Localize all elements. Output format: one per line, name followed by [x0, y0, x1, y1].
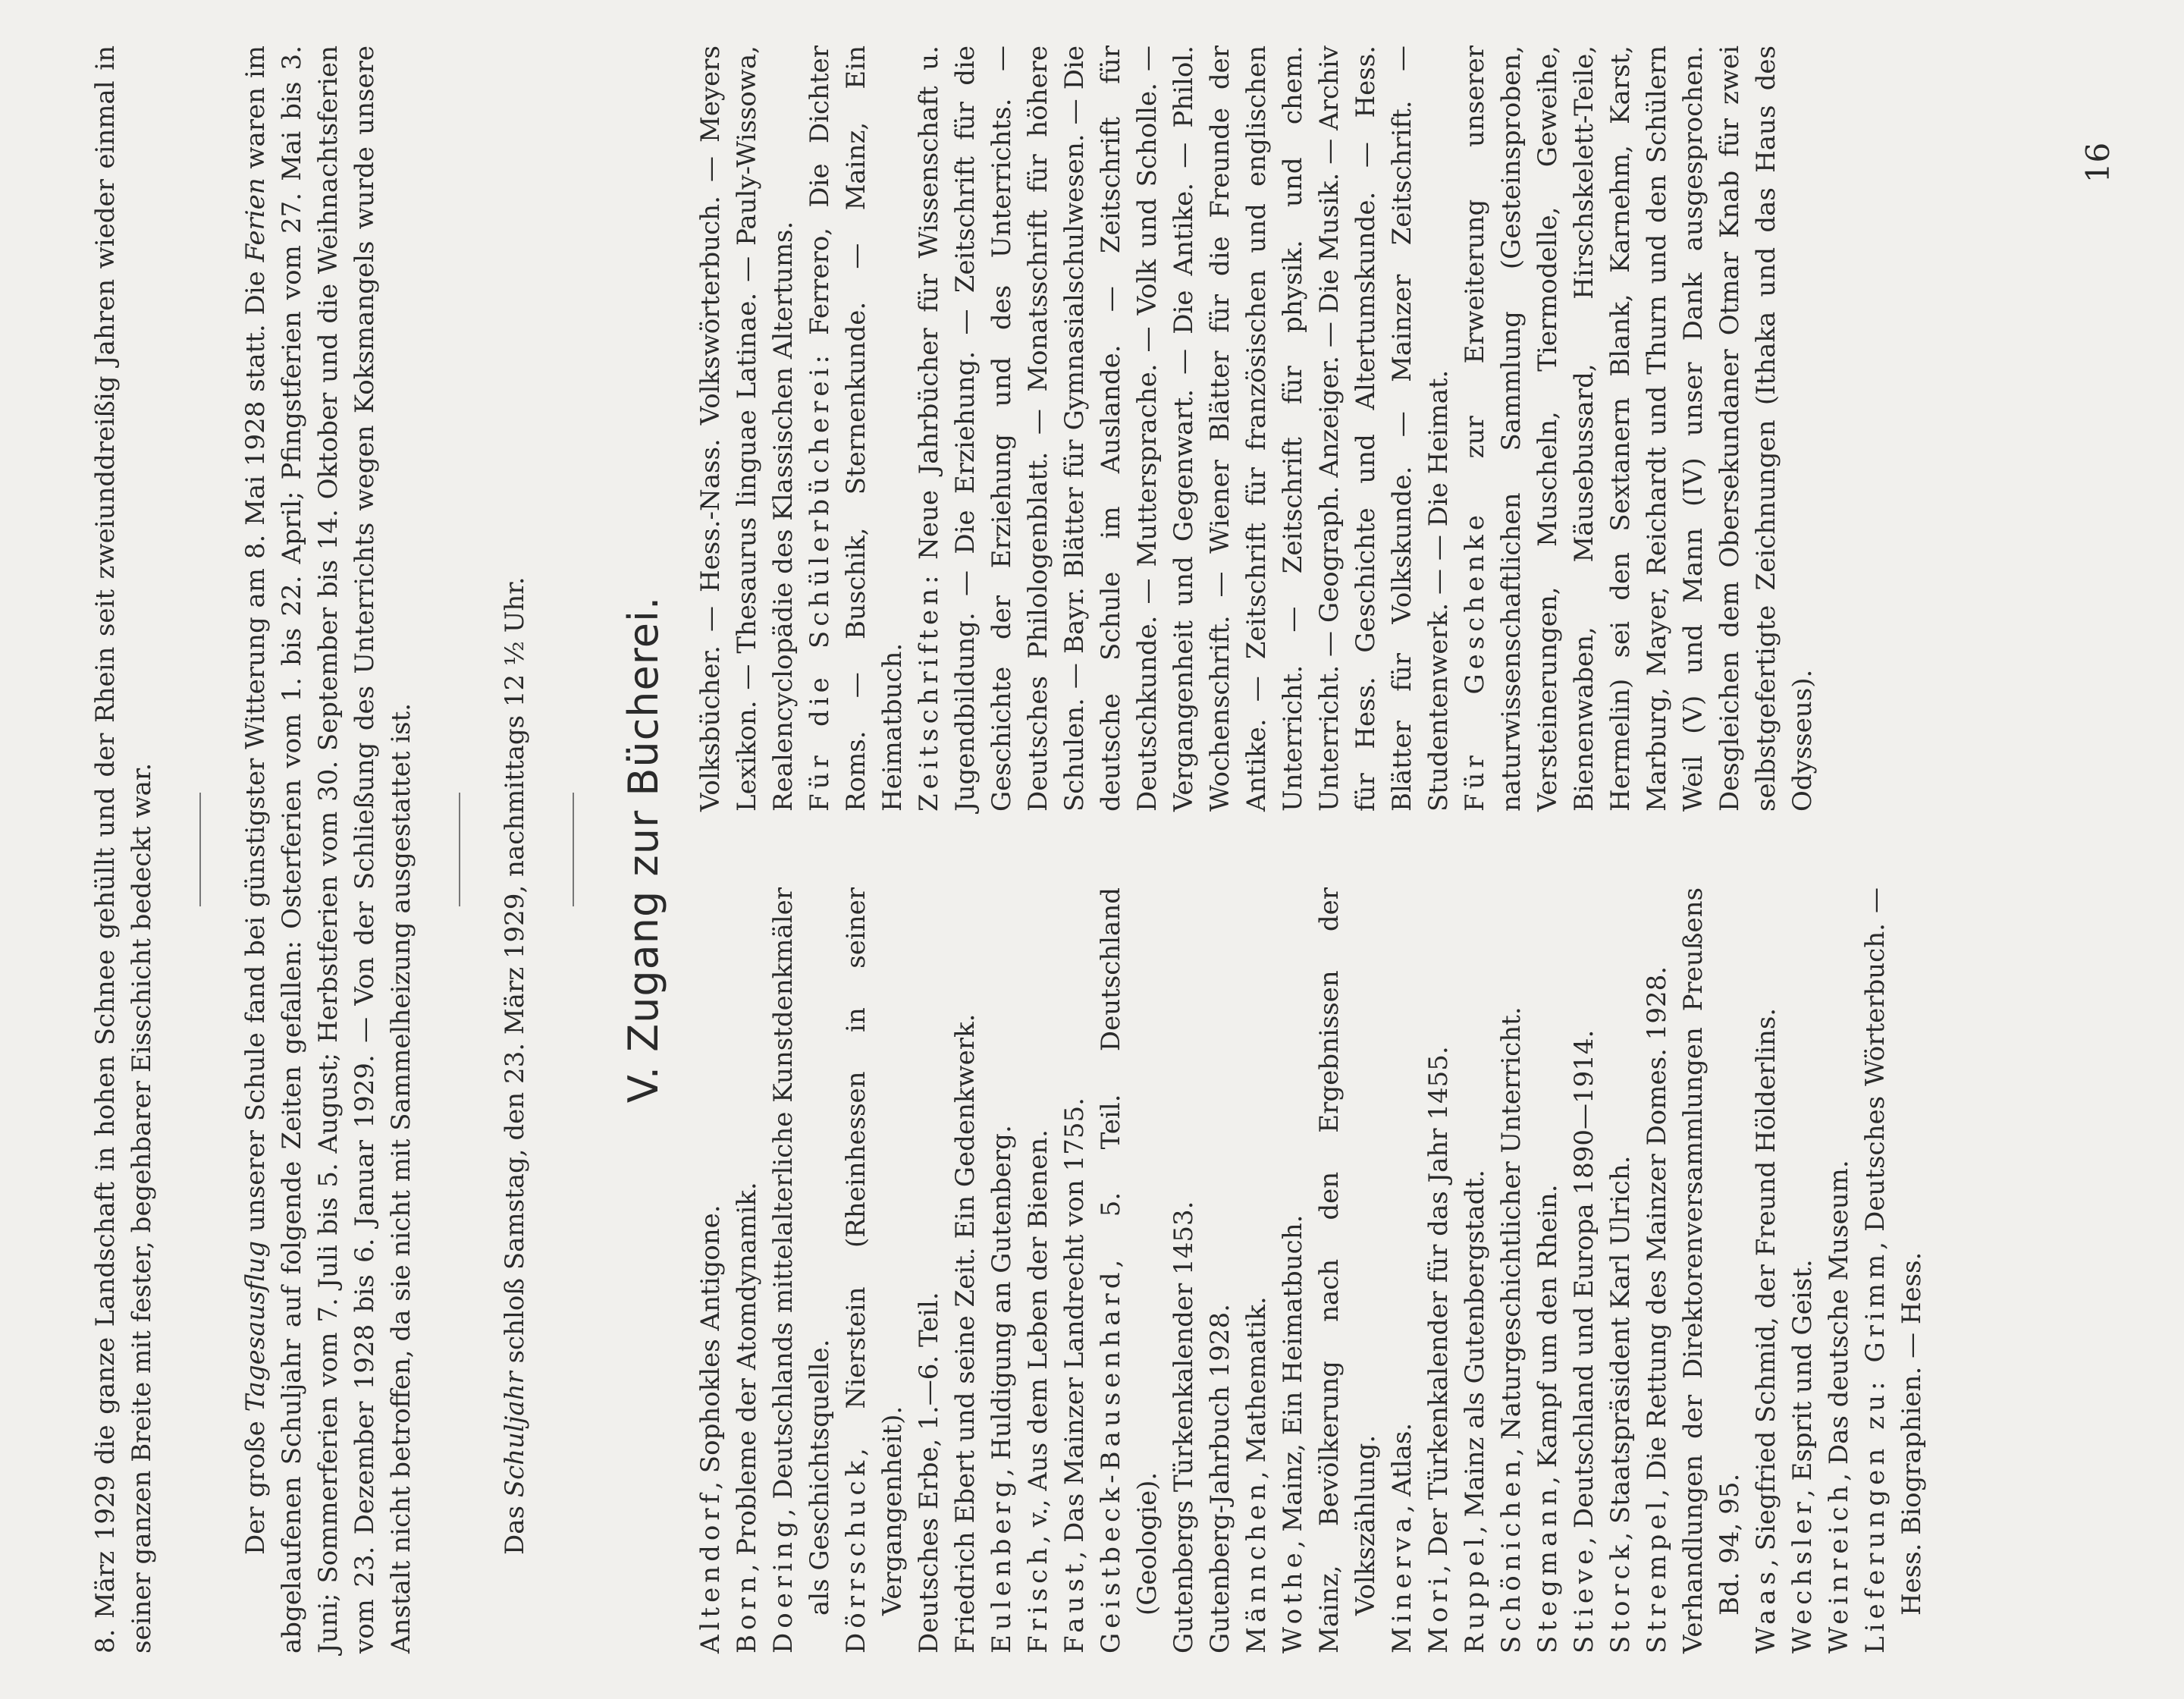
entry-author: Männchen	[1241, 1479, 1272, 1653]
paragraph-schuljahr	[497, 46, 533, 1653]
library-entry	[1821, 887, 1857, 1653]
library-entry	[911, 887, 947, 1653]
paragraph-lead: Zeitschriften	[914, 583, 944, 812]
entry-author: Wothe	[1278, 1548, 1308, 1653]
library-entry	[1566, 887, 1602, 1653]
entry-title: , Deutschland und Europa 1890—1914.	[1569, 1029, 1599, 1545]
library-paragraph	[802, 46, 911, 812]
library-entry	[1056, 887, 1093, 1653]
divider	[573, 793, 574, 906]
entry-author: Lieferungen zu: Grimm	[1860, 1249, 1891, 1653]
library-entry	[1238, 887, 1275, 1653]
library-paragraph	[692, 46, 802, 812]
library-entry	[1457, 887, 1493, 1653]
entry-title: , Der Türkenkalender für das Jahr 1455.	[1423, 1046, 1454, 1573]
library-entry	[1530, 887, 1566, 1653]
entry-title: , Deutschlands mittelalterliche Kunstdenkmäler als Geschichtsquelle.	[768, 887, 835, 1616]
left-column	[692, 887, 1930, 1653]
entry-author: Strempel	[1642, 1496, 1672, 1653]
library-entry	[1493, 887, 1530, 1653]
paragraph-text: : Ferrero, Die Dichter Roms. — Buschik, Sternenkunde. — Mainz, Ein Heimatbuch.	[805, 46, 908, 812]
entry-author: Stegmann	[1533, 1484, 1563, 1653]
entry-author: Weinreich	[1824, 1481, 1854, 1653]
library-entry	[947, 887, 984, 1653]
library-entry	[729, 887, 765, 1653]
library-entry	[1639, 887, 1675, 1653]
entry-author: Ruppel	[1460, 1533, 1490, 1653]
entry-title: , Huldigung an Gutenberg.	[987, 1125, 1017, 1477]
text-fragment: Der große	[240, 1412, 271, 1555]
entry-title: , Staatspräsident Karl Ulrich.	[1605, 1155, 1636, 1540]
library-entry	[692, 887, 729, 1653]
text-fragment: unserer Schule fand bei günstigster Witterung am 8. Mai 1928 statt. Die	[240, 262, 271, 1241]
entry-author: Storck	[1605, 1540, 1636, 1653]
entry-author: Minerva	[1387, 1512, 1417, 1653]
entry-title: , 5. Teil. Deutschland (Geologie).	[1096, 887, 1163, 1616]
library-entry	[1093, 887, 1166, 1653]
entry-title: , Naturgeschichtlicher Unterricht.	[1496, 1007, 1527, 1456]
entry-author: Altendorf	[695, 1489, 726, 1653]
entry-title: , Probleme der Atomdynamik.	[732, 1182, 762, 1572]
library-entry	[1275, 887, 1311, 1653]
entry-author: Geistbeck-Bausenhard	[1096, 1267, 1126, 1653]
right-column	[692, 46, 1930, 812]
entry-author: Wechsler	[1787, 1497, 1818, 1653]
entry-author: Eulenberg	[987, 1476, 1017, 1653]
library-entry	[1784, 887, 1821, 1653]
emphasis: Tagesausflug	[240, 1240, 271, 1412]
library-entry	[1202, 887, 1238, 1653]
top-text	[87, 46, 1930, 1653]
paragraph-text: zur Erweiterung unserer naturwissenschaftlichen Sammlung (Gesteinsproben, Versteinerungen, Muscheln, Tiermodelle, Geweihe, Bienenwaben, Mäusebussard, Hirschskelett-Teile, Hermelin) sei den Sextanern Blank, Karnehm, Karst, Marburg, Mayer, Reichardt und Thurn und den Schülern Weil (V) und Mann (IV) unser Dank ausgesprochen. Desgleichen dem Obersekundaner Otmar Knab für zwei selbstgefertigte Zeichnungen (Ithaka und das Haus des Odysseus).	[1460, 46, 1818, 812]
entry-title: , Die Rettung des Mainzer Domes. 1928.	[1642, 966, 1672, 1497]
entry-title: , Deutsches Wörterbuch. — Hess. Biographien. — Hess.	[1860, 887, 1927, 1616]
entry-title: , Mathematik.	[1241, 1296, 1272, 1480]
entry-author: Faust	[1059, 1559, 1090, 1653]
paragraph-lead: Für die Schülerbücherei	[805, 363, 835, 812]
paragraph-ausflug	[237, 46, 419, 1653]
library-entry	[1748, 887, 1784, 1653]
paragraph-text: : Neue Jahrbücher für Wissenschaft u. Jugendbildung. — Die Erziehung. — Zeitschrift für die Geschichte der Erziehung und des Unterrichts. — Deutsches Philologenblatt. — Monatsschrift für höhere Schulen. — Bayr. Blätter für Gymnasialschulwesen. — Die deutsche Schule im Auslande. — Zeitschrift für Deutschkunde. — Muttersprache. — Volk und Scholle. — Vergangenheit und Gegenwart. — Die Antike. — Philol. Wochenschrift. — Wiener Blätter für die Freunde der Antike. — Zeitschrift für französischen und englischen Unterricht. — Zeitschrift für physik. und chem. Unterricht. — Geograph. Anzeiger. — Die Musik. — Archiv für Hess. Geschichte und Altertumskunde. — Hess. Blätter für Volkskunde. — Mainzer Zeitschrift. — Studentenwerk. — — Die Heimat.	[914, 46, 1454, 812]
library-entry	[1384, 887, 1420, 1653]
paragraph-winter: 8. März 1929 die ganze Landschaft in hohen Schnee gehüllt und der Rhein seit zweiunddreißig Jahren wieder einmal in seiner ganzen Breite mit fester, begehbarer Eisschicht bedeckt war.	[90, 46, 157, 1653]
library-entry	[1311, 887, 1384, 1653]
entry-title: , Sophokles Antigone.	[695, 1204, 726, 1490]
library-entry	[1020, 887, 1056, 1653]
library-entry	[765, 887, 838, 1653]
entry-author: Dörrschuck	[841, 1456, 871, 1653]
entry-title: , Das deutsche Museum.	[1824, 1160, 1854, 1481]
library-entry	[1420, 887, 1457, 1653]
library-entry	[1675, 887, 1748, 1653]
entry-title: , Kampf um den Rhein.	[1533, 1184, 1563, 1484]
entry-title: , Das Mainzer Landrecht von 1755.	[1059, 1098, 1090, 1559]
library-entry	[1166, 887, 1202, 1653]
library-entry	[1857, 887, 1930, 1653]
entry-author: Schönichen	[1496, 1456, 1527, 1653]
library-entry	[984, 887, 1020, 1653]
entry-title: , Mainz, Ein Heimatbuch.	[1278, 1214, 1308, 1549]
entry-author: Waas	[1751, 1567, 1781, 1653]
emphasis: Schuljahr	[500, 1371, 530, 1498]
entry-author: Doering	[768, 1516, 799, 1653]
library-columns	[692, 46, 1930, 1653]
page-number: 16	[2079, 142, 2117, 184]
section-heading: V. Zugang zur Bücherei.	[620, 595, 667, 1104]
entry-title: , Mainz als Gutenbergstadt.	[1460, 1170, 1490, 1534]
entry-author: Stieve	[1569, 1544, 1599, 1653]
entry-title: Gutenbergs Türkenkalender 1453.	[1169, 1201, 1199, 1653]
rotated-text-block	[87, 46, 2135, 1653]
entry-title: Gutenberg-Jahrbuch 1928.	[1205, 1304, 1235, 1653]
library-entry	[1602, 887, 1639, 1653]
text-fragment: Das	[500, 1497, 530, 1555]
entry-title: Friedrich Ebert und seine Zeit. Ein Gedenkwerk.	[950, 1013, 981, 1653]
entry-title: , v., Aus dem Leben der Bienen.	[1023, 1129, 1053, 1544]
paragraph-lead: Für Geschenke	[1460, 510, 1490, 812]
entry-title: , Nierstein (Rheinhessen in seiner Vergangenheit).	[841, 887, 908, 1616]
library-paragraph	[1457, 46, 1821, 812]
entry-author: Mori	[1423, 1572, 1454, 1653]
text-fragment: schloß Samstag, den 23. März 1929, nachmittags 12 ½ Uhr.	[500, 576, 530, 1372]
entry-title: , Atlas.	[1387, 1422, 1417, 1513]
entry-title: Mainz, Bevölkerung nach den Ergebnissen der Volkszählung.	[1314, 887, 1381, 1653]
divider	[459, 793, 460, 906]
entry-title: , Siegfried Schmid, der Freund Hölderlins.	[1751, 1007, 1781, 1568]
emphasis: Ferien	[240, 177, 271, 262]
text-fragment: waren im abgelaufenen Schuljahr auf folgende Zeiten gefallen: Osterferien vom 1. bis 22. April; Pfingstferien vom 27. Mai bis 3. Juni; Sommerferien vom 7. Juli bis 5. August; Herbstferien vom 30. September bis 14. Oktober und die Weihnachtsferien vom 23. Dezember 1928 bis 6. Januar 1929. — Von der Schließung des Unterrichts wegen Koksmangels wurde unsere Anstalt nicht betroffen, da sie nicht mit Sammelheizung ausgestattet ist.	[240, 46, 416, 1653]
entry-author: Born	[732, 1572, 762, 1653]
divider	[199, 793, 201, 906]
entry-title: , Esprit und Geist.	[1787, 1259, 1818, 1498]
entry-title: Deutsches Erbe, 1.—6. Teil.	[914, 1292, 944, 1653]
library-paragraph	[911, 46, 1457, 812]
paragraph-text: Volksbücher. — Hess.-Nass. Volkswörterbuch. — Meyers Lexikon. — Thesaurus linguae Latinae. — Pauly-Wissowa, Realencyclopädie des Klassischen Altertums.	[695, 46, 799, 812]
library-entry	[838, 887, 911, 1653]
entry-author: Frisch	[1023, 1543, 1053, 1653]
entry-title: Verhandlungen der Direktorenversammlungen Preußens Bd. 94, 95.	[1678, 887, 1745, 1653]
